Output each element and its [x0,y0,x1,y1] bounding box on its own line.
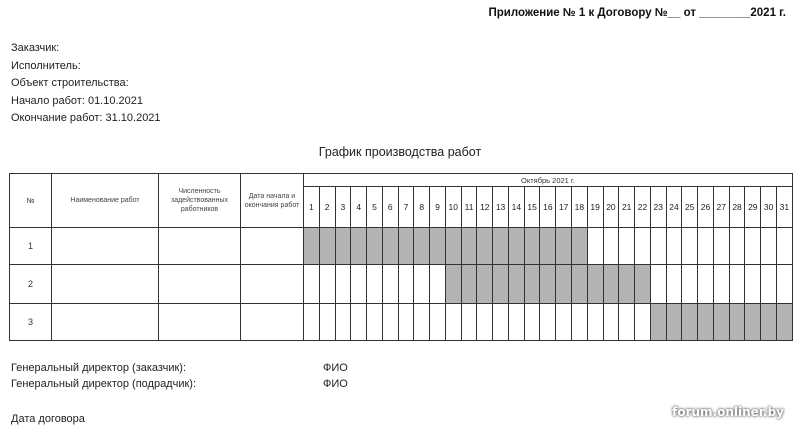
month-header: Октябрь 2021 г. [304,174,793,187]
day-cell [398,304,414,341]
schedule-bar-cell [493,228,509,265]
day-cell [698,265,714,304]
schedule-bar-cell [508,228,524,265]
day-cell [351,304,367,341]
day-header: 17 [556,187,572,228]
day-cell [508,304,524,341]
day-cell [682,265,698,304]
schedule-bar-cell [698,304,714,341]
schedule-bar-cell [745,304,761,341]
day-cell [414,265,430,304]
row-number: 1 [10,228,52,265]
day-cell [587,228,603,265]
day-header: 29 [745,187,761,228]
schedule-bar-cell [729,304,745,341]
schedule-bar-cell [556,228,572,265]
day-header: 1 [304,187,320,228]
work-name-cell [52,228,159,265]
appendix-header: Приложение № 1 к Договору №__ от ________2021 г. [488,7,786,19]
day-cell [776,265,792,304]
day-cell [729,228,745,265]
workers-cell [159,304,241,341]
day-cell [745,228,761,265]
schedule-bar-cell [540,265,556,304]
day-header: 10 [445,187,461,228]
schedule-bar-cell [776,304,792,341]
dates-cell [241,265,304,304]
day-cell [319,304,335,341]
signature-customer-fio: ФИО [323,362,348,374]
schedule-bar-cell [477,228,493,265]
schedule-bar-cell [587,265,603,304]
day-cell [493,304,509,341]
signatures [11,362,348,394]
schedule-bar-cell [666,304,682,341]
day-header: 20 [603,187,619,228]
day-cell [650,265,666,304]
day-header: 3 [335,187,351,228]
day-cell [745,265,761,304]
col-dates-header: Дата начала и окончания работ [241,174,304,228]
schedule-bar-cell [398,228,414,265]
work-name-cell [52,304,159,341]
day-cell [572,304,588,341]
day-cell [635,228,651,265]
day-cell [713,228,729,265]
day-cell [430,304,446,341]
day-cell [776,228,792,265]
schedule-bar-cell [603,265,619,304]
signature-customer-label: Генеральный директор (заказчик): [11,362,186,374]
day-cell [477,304,493,341]
work-name-cell [52,265,159,304]
day-header: 23 [650,187,666,228]
day-cell [666,265,682,304]
signature-contractor [11,378,348,394]
day-cell [319,265,335,304]
schedule-bar-cell [335,228,351,265]
day-cell [682,228,698,265]
day-header: 2 [319,187,335,228]
schedule-bar-cell [430,228,446,265]
day-cell [761,265,777,304]
day-header: 28 [729,187,745,228]
day-header: 21 [619,187,635,228]
day-header: 16 [540,187,556,228]
schedule-bar-cell [761,304,777,341]
day-cell [666,228,682,265]
site-watermark: forum.onliner.by [672,405,784,419]
schedule-bar-cell [319,228,335,265]
signature-contractor-fio: ФИО [323,378,348,390]
dates-cell [241,304,304,341]
signature-contractor-label: Генеральный директор (подрадчик): [11,378,197,390]
day-cell [351,265,367,304]
day-cell [650,228,666,265]
row-number: 2 [10,265,52,304]
table-row [10,228,793,265]
day-cell [461,304,477,341]
day-cell [619,228,635,265]
day-header: 18 [572,187,588,228]
day-cell [761,228,777,265]
schedule-bar-cell [304,228,320,265]
day-cell [603,228,619,265]
day-header: 24 [666,187,682,228]
day-header: 6 [382,187,398,228]
contractor-label: Исполнитель: [11,59,81,72]
day-header: 22 [635,187,651,228]
table-row [10,304,793,341]
day-cell [335,265,351,304]
day-header: 9 [430,187,446,228]
day-cell [304,304,320,341]
schedule-bar-cell [367,228,383,265]
schedule-bar-cell [524,265,540,304]
day-header: 14 [508,187,524,228]
day-header: 26 [698,187,714,228]
day-cell [698,228,714,265]
schedule-bar-cell [650,304,666,341]
table-row [10,265,793,304]
day-cell [635,304,651,341]
object-label: Объект строительства: [11,77,129,89]
day-header: 8 [414,187,430,228]
schedule-bar-cell [477,265,493,304]
schedule-bar-cell [351,228,367,265]
row-number: 3 [10,304,52,341]
contract-meta [11,40,161,128]
day-header: 31 [776,187,792,228]
day-cell [382,265,398,304]
day-cell [367,304,383,341]
day-cell [414,304,430,341]
day-cell [556,304,572,341]
day-header: 5 [367,187,383,228]
day-cell [304,265,320,304]
day-header: 27 [713,187,729,228]
day-cell [587,304,603,341]
day-cell [524,304,540,341]
workers-cell [159,228,241,265]
workers-cell [159,265,241,304]
day-header: 19 [587,187,603,228]
day-cell [619,304,635,341]
day-header: 7 [398,187,414,228]
day-cell [729,265,745,304]
day-cell [382,304,398,341]
schedule-bar-cell [524,228,540,265]
day-header: 11 [461,187,477,228]
schedule-bar-cell [713,304,729,341]
schedule-bar-cell [682,304,698,341]
dates-cell [241,228,304,265]
schedule-bar-cell [445,265,461,304]
schedule-bar-cell [635,265,651,304]
schedule-bar-cell [461,228,477,265]
gantt-table [9,173,793,341]
day-header: 30 [761,187,777,228]
day-cell [445,304,461,341]
day-header: 13 [493,187,509,228]
day-cell [713,265,729,304]
day-cell [430,265,446,304]
day-header: 25 [682,187,698,228]
schedule-bar-cell [493,265,509,304]
day-header: 12 [477,187,493,228]
schedule-bar-cell [556,265,572,304]
day-cell [367,265,383,304]
day-cell [603,304,619,341]
schedule-bar-cell [540,228,556,265]
day-header: 15 [524,187,540,228]
schedule-bar-cell [445,228,461,265]
day-cell [335,304,351,341]
day-cell [540,304,556,341]
end-date: Окончание работ: 31.10.2021 [11,112,161,124]
schedule-bar-cell [461,265,477,304]
schedule-bar-cell [619,265,635,304]
schedule-bar-cell [382,228,398,265]
schedule-bar-cell [572,228,588,265]
col-workers-header: Численность задействованных работников [159,174,241,228]
schedule-bar-cell [572,265,588,304]
contract-date-label: Дата договора [11,413,85,425]
schedule-bar-cell [508,265,524,304]
signature-customer [11,362,348,378]
start-date: Начало работ: 01.10.2021 [11,94,143,107]
schedule-bar-cell [414,228,430,265]
day-header: 4 [351,187,367,228]
customer-label: Заказчик: [11,42,60,54]
col-name-header: Наименование работ [52,174,159,228]
schedule-title: График производства работ [318,145,482,159]
day-cell [398,265,414,304]
col-number-header: № [10,174,52,228]
